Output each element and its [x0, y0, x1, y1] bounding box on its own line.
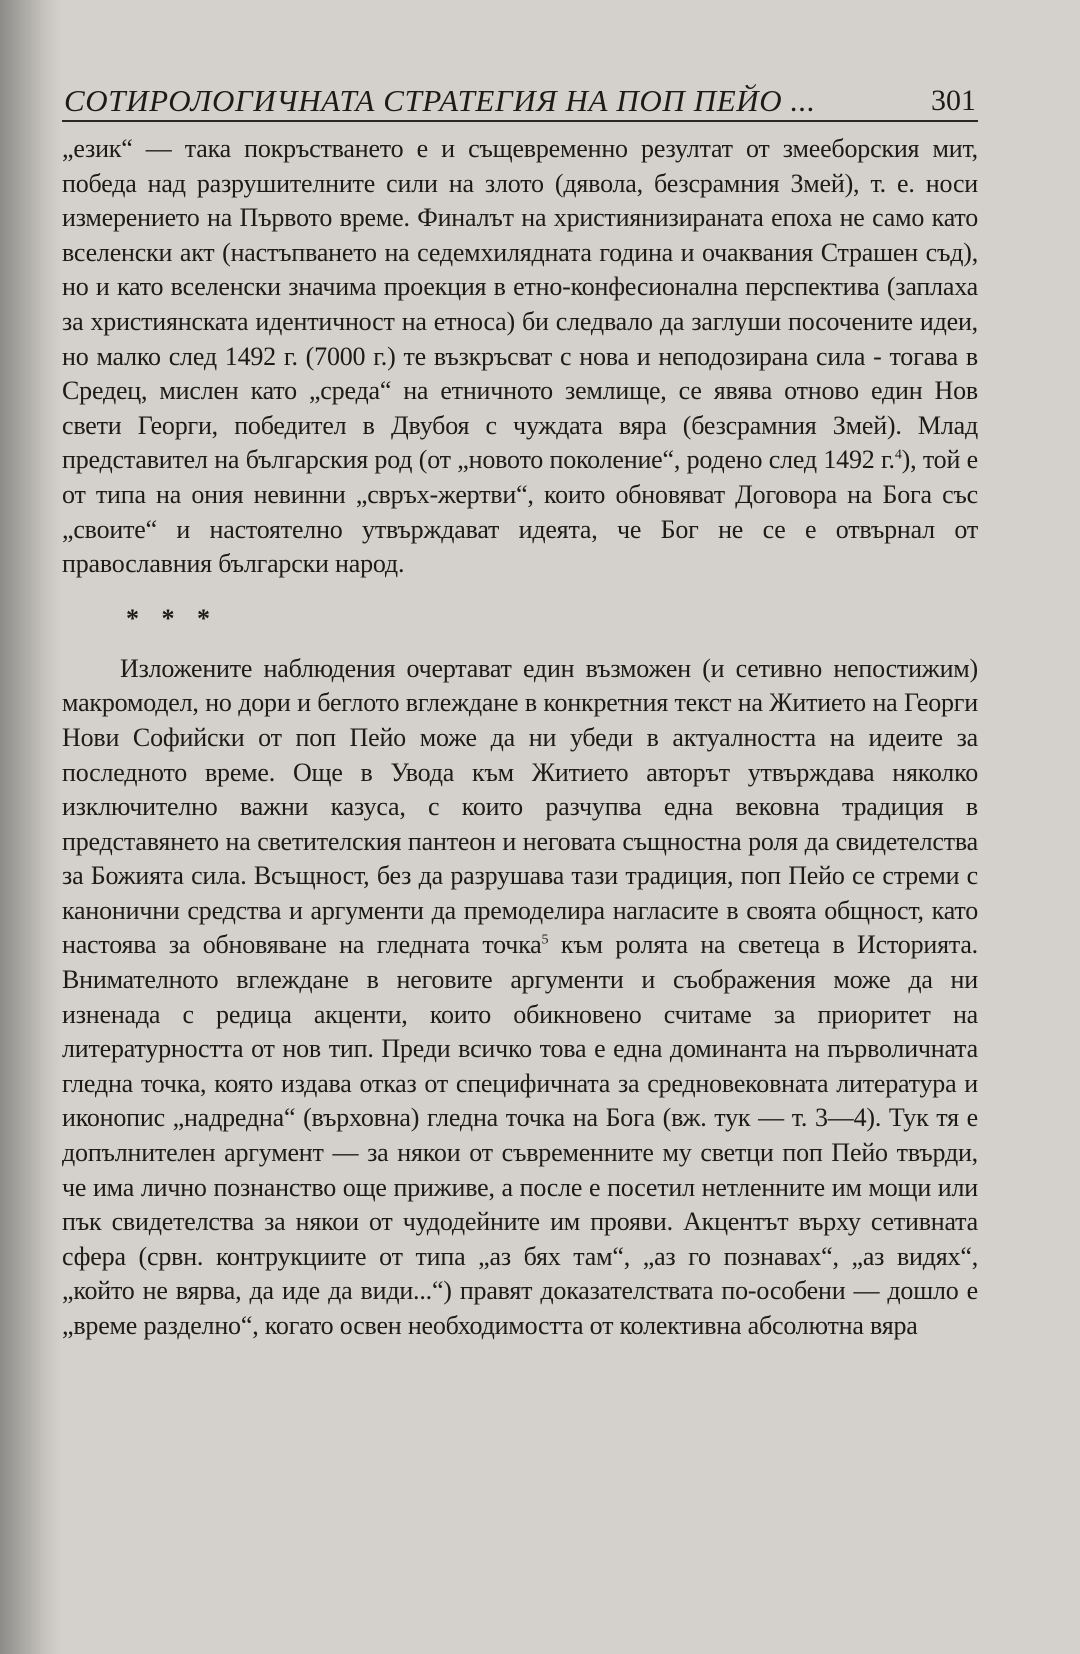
paragraph-1-text-b: ), той е от типа на ония невинни „свръх-жертви“, които обновяват Договора на Бога със „своите“ и настоятелно утвърждават идеята, че Бог не се е отвърнал от православния български народ. [62, 445, 978, 579]
footnote-ref-4: 4 [894, 447, 902, 463]
footnote-ref-5: 5 [541, 932, 549, 948]
paragraph-2-text-a: Изложените наблюдения очертават един възможен (и сетивно непостижим) макромодел, но дори и беглото вглеждане в конкретния текст на Житието на Георги Нови Софийски от поп Пейо може да ни убеди в актуалността на идеите за последното време. Още в Увода към Житието авторът утвърждава няколко изключително важни казуса, с които разчупва една вековна традиция в представянето на светителския пантеон и неговата същностна роля да свидетелства за Божията сила. Всъщност, без да разрушава тази традиция, поп Пейо се стреми с канонични средства и аргументи да премоделира нагласите в своята общност, като настоява за обновяване на гледната точка [62, 653, 978, 960]
paragraph-1 [62, 132, 978, 582]
page-number: 301 [931, 84, 976, 117]
paragraph-2-text-b: към ролята на светеца в Историята. Внимателното вглеждане в неговите аргументи и съображения може да ни изненада с редица акценти, които обикновено считаме за приоритет на литературността от нов тип. Преди всичко това е една доминанта на първоличната гледна точка, която издава отказ от специфичната за средновековната литература и иконопис „надредна“ (върховна) гледна точка на Бога (вж. тук — т. 3—4). Тук тя е допълнителен аргумент — за някои от съвременните му светци поп Пейо твърди, че има лично познанство още приживе, а после е посетил нетленните им мощи или пък свидетелства за някои от чудодейните им прояви. Акцентът върху сетивната сфера (срвн. контрукциите от типа „аз бях там“, „аз го познавах“, „аз видях“, „който не вярва, да иде да види...“) правят доказателствата по-особени — дошло е „време разделно“, когато освен необходимостта от колективна абсолютна вяра [62, 930, 978, 1340]
body-text [62, 132, 978, 1344]
section-separator: * * * [126, 603, 218, 633]
running-title: СОТИРОЛОГИЧНАТА СТРАТЕГИЯ НА ПОП ПЕЙО ... [64, 83, 816, 118]
paragraph-1-text-a: „език“ — така покръстването е и същевременно резултат от змееборския мит, победа над разрушителните сили на злото (дявола, безсрамния Змей), т. е. носи измерението на Първото време. Финалът на християнизираната епоха не само като вселенски акт (настъпването на седемхилядната година и очаквания Страшен съд), но и като вселенски значима проекция в етно-конфесионална перспектива (заплаха за християнската идентичност на етноса) би следвало да заглуши посочените идеи, но малко след 1492 г. (7000 г.) те възкръсват с нова и неподозирана сила - тогава в Средец, мислен като „среда“ на етничното землище, се явява отново един Нов свети Георги, победител в Двубоя с чуждата вяра (безсрамния Змей). Млад представител на българския род (от „новото поколение“, родено след 1492 г. [62, 134, 978, 475]
book-gutter-shadow [0, 0, 62, 1654]
book-page [62, 68, 978, 1344]
paragraph-2 [62, 652, 978, 1344]
running-header [62, 68, 978, 122]
